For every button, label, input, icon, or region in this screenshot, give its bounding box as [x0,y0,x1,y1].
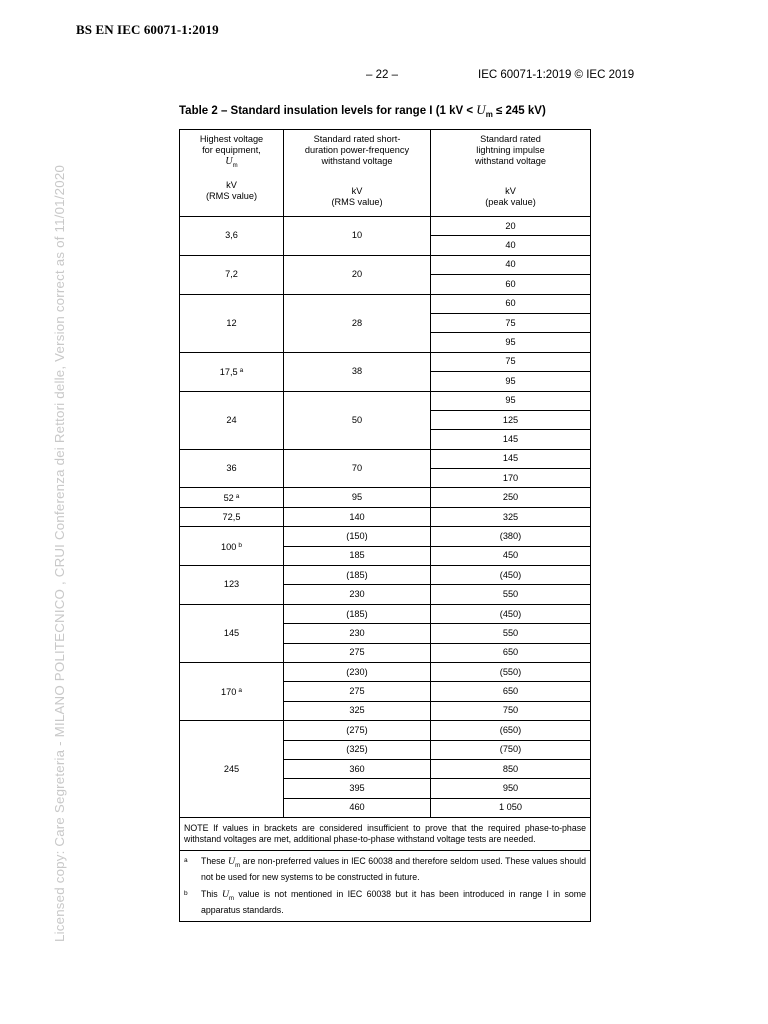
um-cell: 170 $^a$ [180,662,284,720]
li-cell: (750) [431,740,591,759]
insulation-levels-table [179,129,591,922]
table-row [180,352,591,371]
pf-cell: 38 [284,352,431,391]
li-cell: 650 [431,682,591,701]
pf-cell: 28 [284,294,431,352]
header-highest-voltage: Highest voltage for equipment, $U_m$ kV (RMS value) [180,130,284,217]
table-footnotes-row [180,851,591,922]
um-cell: 100 $^b$ [180,527,284,566]
footnote-a: a These $U_m$ are non-preferred values in IEC 60038 and therefore seldom used. These values should not be used for new systems to be constructed in future. [184,856,586,882]
li-cell: 250 [431,488,591,507]
li-cell: 75 [431,352,591,371]
pf-cell: 275 [284,643,431,662]
li-cell: 95 [431,391,591,410]
pf-cell: (185) [284,566,431,585]
document-id: BS EN IEC 60071-1:2019 [76,22,219,37]
li-cell: 325 [431,507,591,526]
li-cell: 550 [431,585,591,604]
table-row [180,255,591,274]
um-cell: 245 [180,721,284,818]
footnote-ref: b [238,541,242,549]
um-cell: 52 $^a$ [180,488,284,507]
pf-cell: 50 [284,391,431,449]
pf-cell: 95 [284,488,431,507]
pf-cell: 185 [284,546,431,565]
table-row [180,507,591,526]
pf-cell: (150) [284,527,431,546]
li-cell: 20 [431,217,591,236]
footnote-b: b This $U_m$ value is not mentioned in IEC 60038 but it has been introduced in range I in some apparatus standards. [184,888,586,915]
um-cell: 36 [180,449,284,488]
pf-cell: (185) [284,604,431,623]
li-cell: 1 050 [431,798,591,817]
table-row [180,488,591,507]
li-cell: 95 [431,372,591,391]
li-cell: 950 [431,779,591,798]
table-row [180,391,591,410]
li-cell: (450) [431,604,591,623]
table-title: Table 2 – Standard insulation levels for range I (1 kV < $U_m \le 245$ kV) [179,102,546,119]
um-cell: 72,5 [180,507,284,526]
table-note: NOTE If values in brackets are considered insufficient to prove that the required phase-to-phase withstand voltages are met, additional phase-to-phase withstand voltage tests are needed. [180,818,591,851]
pf-cell: 275 [284,682,431,701]
pf-cell: 230 [284,585,431,604]
table-row [180,604,591,623]
pf-cell: 460 [284,798,431,817]
table-row [180,662,591,681]
li-cell: 750 [431,701,591,720]
pf-cell: (230) [284,662,431,681]
table-footnotes [180,851,591,922]
header-power-frequency: Standard rated short- duration power-frequency withstand voltage kV (RMS value) [284,130,431,217]
li-cell: 650 [431,643,591,662]
table-row [180,449,591,468]
footnote-ref: a [238,687,242,695]
table-row [180,294,591,313]
footnote-ref: a [239,367,244,375]
page-reference: IEC 60071-1:2019 © IEC 2019 [478,69,635,81]
li-cell: 125 [431,410,591,429]
pf-cell: 10 [284,217,431,256]
pf-cell: 20 [284,255,431,294]
pf-cell: 395 [284,779,431,798]
li-cell: 550 [431,624,591,643]
li-cell: 60 [431,275,591,294]
um-cell: 17,5 $^a$ [180,352,284,391]
um-cell: 145 [180,604,284,662]
page-number: – 22 – [366,69,398,81]
table-row [180,721,591,740]
li-cell: (550) [431,662,591,681]
table-note-row [180,818,591,851]
li-cell: 850 [431,759,591,778]
li-cell: 75 [431,313,591,332]
pf-cell: 325 [284,701,431,720]
li-cell: 145 [431,430,591,449]
pf-cell: 360 [284,759,431,778]
footnote-ref: a [235,493,240,501]
pf-cell: 140 [284,507,431,526]
li-cell: 450 [431,546,591,565]
pf-cell: (325) [284,740,431,759]
li-cell: (380) [431,527,591,546]
table-row [180,566,591,585]
um-cell: 7,2 [180,255,284,294]
table-row [180,527,591,546]
li-cell: 145 [431,449,591,468]
table-header-row [180,130,591,217]
li-cell: (450) [431,566,591,585]
li-cell: 60 [431,294,591,313]
pf-cell: (275) [284,721,431,740]
li-cell: 40 [431,236,591,255]
header-lightning-impulse: Standard rated lightning impulse withstand voltage kV (peak value) [431,130,591,217]
um-cell: 3,6 [180,217,284,256]
table-row [180,217,591,236]
pf-cell: 70 [284,449,431,488]
um-cell: 123 [180,566,284,605]
li-cell: (650) [431,721,591,740]
license-watermark: Licensed copy: Care Segreteria - MILANO POLITECNICO , CRUI Conferenza dei Rettori delle, Version correct as of 11/01/2020 [52,164,67,942]
li-cell: 170 [431,469,591,488]
um-cell: 12 [180,294,284,352]
um-cell: 24 [180,391,284,449]
li-cell: 95 [431,333,591,352]
pf-cell: 230 [284,624,431,643]
li-cell: 40 [431,255,591,274]
